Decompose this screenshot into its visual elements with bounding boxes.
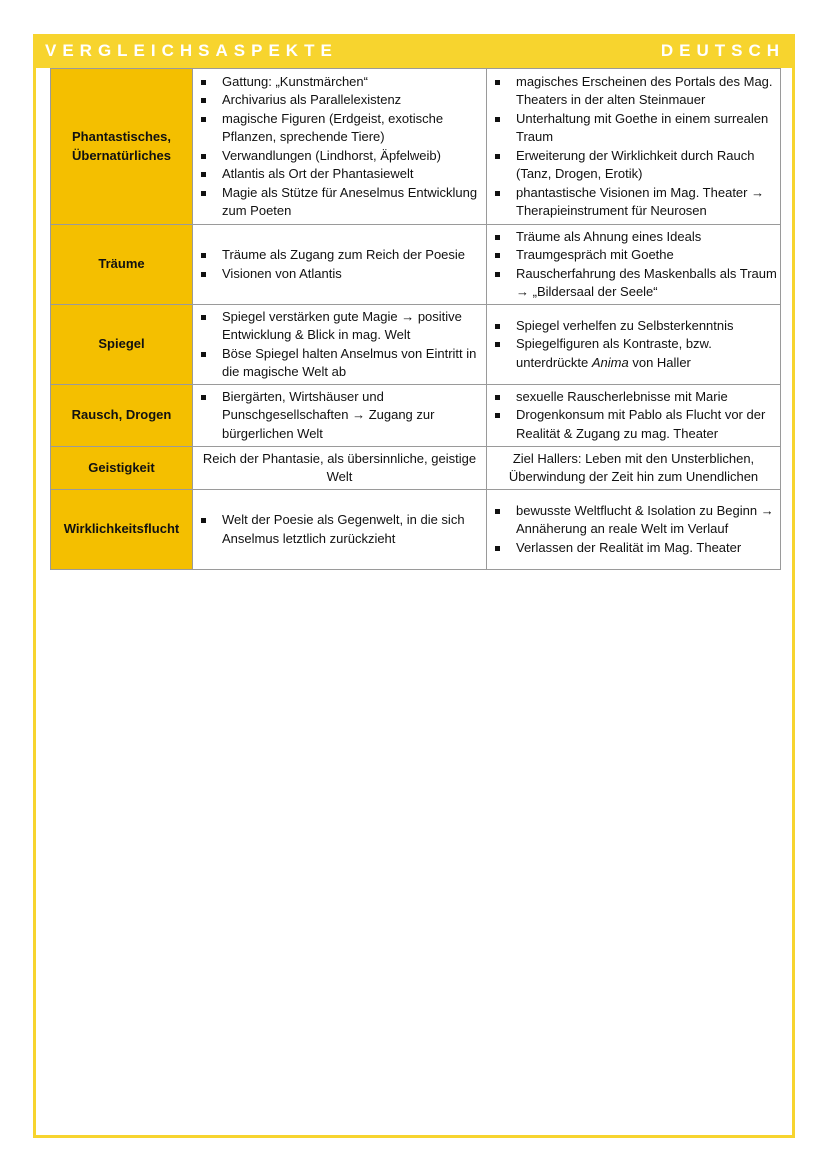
bullet-list xyxy=(487,73,780,221)
left-cell: Reich der Phantasie, als übersinnliche, geistige Welt xyxy=(193,447,487,490)
list-item: magische Figuren (Erdgeist, exotische Pflanzen, sprechende Tiere) xyxy=(193,110,486,147)
bullet-list xyxy=(193,246,486,283)
right-cell xyxy=(487,305,781,385)
list-item: Böse Spiegel halten Anselmus von Eintritt in die magische Welt ab xyxy=(193,345,486,382)
aspect-label: Rausch, Drogen xyxy=(51,385,193,447)
list-item: Archivarius als Parallelexistenz xyxy=(193,91,486,110)
bullet-list xyxy=(193,308,486,382)
list-item: Rauscherfahrung des Maskenballs als Traum → „Bildersaal der Seele“ xyxy=(487,265,780,302)
bullet-list xyxy=(193,388,486,444)
list-item: Welt der Poesie als Gegenwelt, in die sich Anselmus letztlich zurückzieht xyxy=(193,511,486,548)
bullet-list xyxy=(193,73,486,221)
list-item: bewusste Weltflucht & Isolation zu Beginn → Annäherung an reale Welt im Verlauf xyxy=(487,502,780,539)
aspect-label: Geistigkeit xyxy=(51,447,193,490)
list-item: Atlantis als Ort der Phantasiewelt xyxy=(193,165,486,184)
list-item-text: von Haller xyxy=(628,354,691,370)
list-item: Gattung: „Kunstmärchen“ xyxy=(193,73,486,92)
list-item: Visionen von Atlantis xyxy=(193,265,486,284)
list-item: Traumgespräch mit Goethe xyxy=(487,246,780,265)
list-item: magisches Erscheinen des Portals des Mag. Theaters in der alten Steinmauer xyxy=(487,73,780,110)
list-item: Verwandlungen (Lindhorst, Äpfelweib) xyxy=(193,147,486,166)
left-cell xyxy=(193,69,487,225)
list-item: Drogenkonsum mit Pablo als Flucht vor der Realität & Zugang zu mag. Theater xyxy=(487,406,780,443)
table-row xyxy=(51,447,781,490)
left-cell xyxy=(193,385,487,447)
list-item: Träume als Ahnung eines Ideals xyxy=(487,228,780,247)
table-row xyxy=(51,385,781,447)
list-item-italic: Anima xyxy=(591,354,629,370)
comparison-table xyxy=(50,68,781,570)
left-cell xyxy=(193,225,487,305)
page-header xyxy=(33,34,795,68)
right-cell xyxy=(487,69,781,225)
left-cell xyxy=(193,305,487,385)
list-item: Biergärten, Wirtshäuser und Punschgesellschaften → Zugang zur bürgerlichen Welt xyxy=(193,388,486,444)
header-title: VERGLEICHSASPEKTE xyxy=(45,41,338,60)
header-subject: DEUTSCH xyxy=(660,41,785,60)
table-row xyxy=(51,69,781,225)
list-item: Magie als Stütze für Aneselmus Entwicklung zum Poeten xyxy=(193,184,486,221)
aspect-label: Wirklichkeitsflucht xyxy=(51,490,193,570)
aspect-label: Spiegel xyxy=(51,305,193,385)
table-row xyxy=(51,305,781,385)
bullet-list xyxy=(487,502,780,558)
bullet-list xyxy=(487,317,780,373)
bullet-list xyxy=(487,228,780,302)
list-item: sexuelle Rauscherlebnisse mit Marie xyxy=(487,388,780,407)
right-cell xyxy=(487,225,781,305)
table-row xyxy=(51,225,781,305)
left-cell xyxy=(193,490,487,570)
right-cell xyxy=(487,490,781,570)
right-cell xyxy=(487,385,781,447)
list-item: Erweiterung der Wirklichkeit durch Rauch (Tanz, Drogen, Erotik) xyxy=(487,147,780,184)
list-item: Spiegel verhelfen zu Selbsterkenntnis xyxy=(487,317,780,336)
list-item: Unterhaltung mit Goethe in einem surrealen Traum xyxy=(487,110,780,147)
bullet-list xyxy=(193,511,486,548)
table-row xyxy=(51,490,781,570)
list-item-text: Spiegelfiguren als Kontraste, bzw. unterdrückte xyxy=(516,336,712,370)
bullet-list xyxy=(487,388,780,444)
aspect-label: Träume xyxy=(51,225,193,305)
aspect-label: Phantastisches, Übernatürliches xyxy=(51,69,193,225)
right-cell: Ziel Hallers: Leben mit den Unsterblichen, Überwindung der Zeit hin zum Unendlichen xyxy=(487,447,781,490)
list-item: Verlassen der Realität im Mag. Theater xyxy=(487,539,780,558)
list-item: Träume als Zugang zum Reich der Poesie xyxy=(193,246,486,265)
list-item: phantastische Visionen im Mag. Theater → Therapieinstrument für Neurosen xyxy=(487,184,780,221)
list-item xyxy=(487,335,780,372)
list-item: Spiegel verstärken gute Magie → positive Entwicklung & Blick in mag. Welt xyxy=(193,308,486,345)
